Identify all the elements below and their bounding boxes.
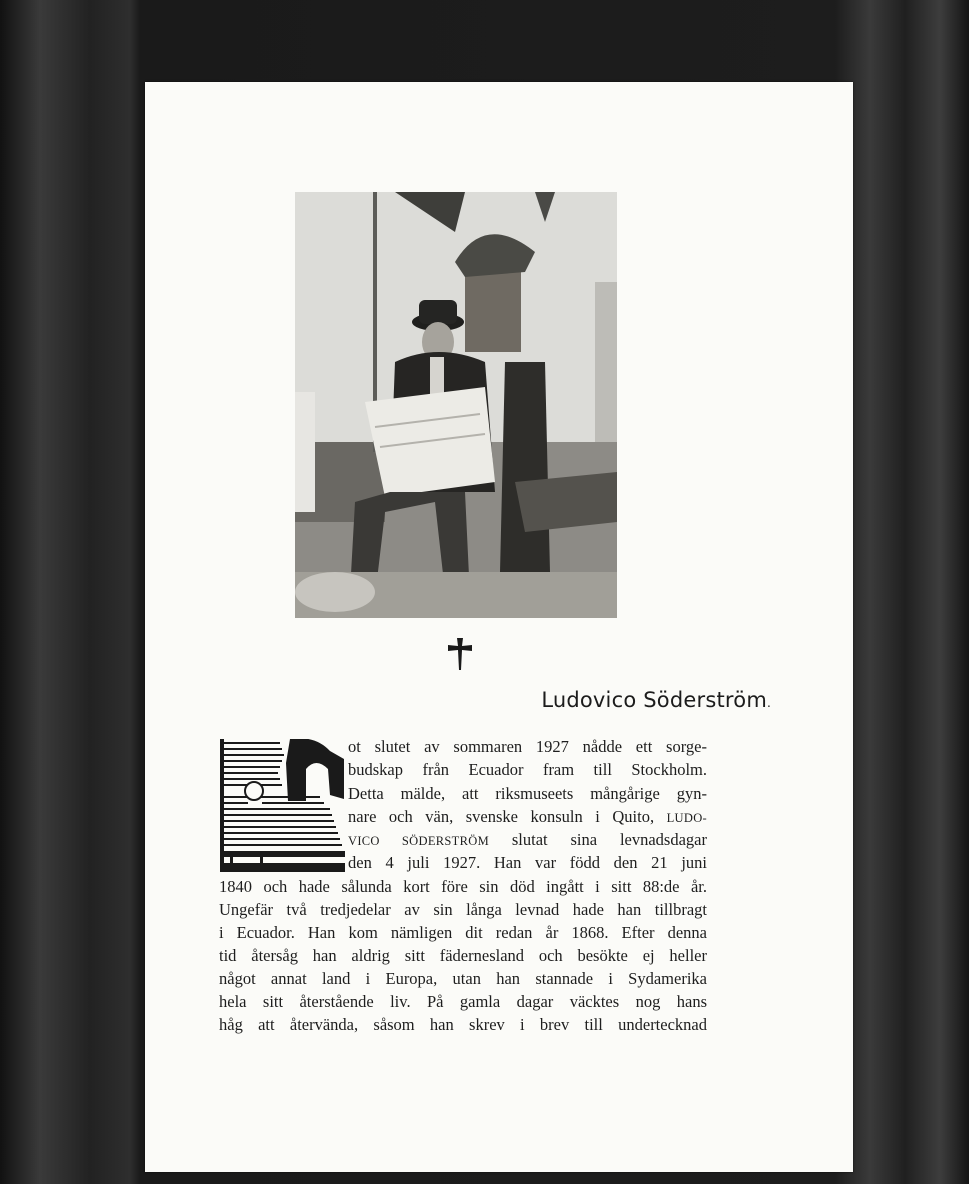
title-text: Ludovico Söderström: [541, 688, 767, 712]
line5-smallcaps: VICO SÖDERSTRÖM: [348, 834, 489, 848]
body-line-12: hela sitt återstående liv. På gamla dagar väcktes nog hans: [219, 992, 707, 1011]
body-line-5: [348, 830, 707, 851]
body-line-6: den 4 juli 1927. Han var född den 21 juni: [348, 853, 707, 872]
body-line-13: håg att återvända, såsom han skrev i brev till undertecknad: [219, 1015, 707, 1034]
body-line-3: Detta mälde, att riksmuseets mångårige gyn-: [348, 784, 707, 803]
body-line-9: i Ecuador. Han kom nämligen dit redan år 1868. Efter denna: [219, 923, 707, 942]
body-line-7: 1840 och hade sålunda kort före sin död ingått i sitt 88:de år.: [219, 877, 707, 896]
body-line-2: budskap från Ecuador fram till Stockholm.: [348, 760, 707, 779]
book-page: [145, 82, 853, 1172]
line5-plain: slutat sina levnadsdagar: [488, 830, 707, 849]
body-line-11: något annat land i Europa, utan han stannade i Sydamerika: [219, 969, 707, 988]
portrait-photograph: [295, 192, 617, 618]
body-line-4: [348, 807, 707, 828]
page-title: [145, 688, 771, 712]
line4-smallcaps: LUDO-: [666, 811, 707, 825]
title-dot: .: [766, 696, 771, 710]
decorated-initial-m: [220, 739, 345, 872]
body-line-1: ot slutet av sommaren 1927 nådde ett sorge-: [348, 737, 707, 756]
cross-icon: [445, 636, 475, 672]
line4-plain: nare och vän, svenske konsuln i Quito,: [348, 807, 667, 826]
body-line-10: tid återsåg han aldrig sitt fädernesland och besökte ej heller: [219, 946, 707, 965]
body-line-8: Ungefär två tredjedelar av sin långa levnad hade han tillbragt: [219, 900, 707, 919]
